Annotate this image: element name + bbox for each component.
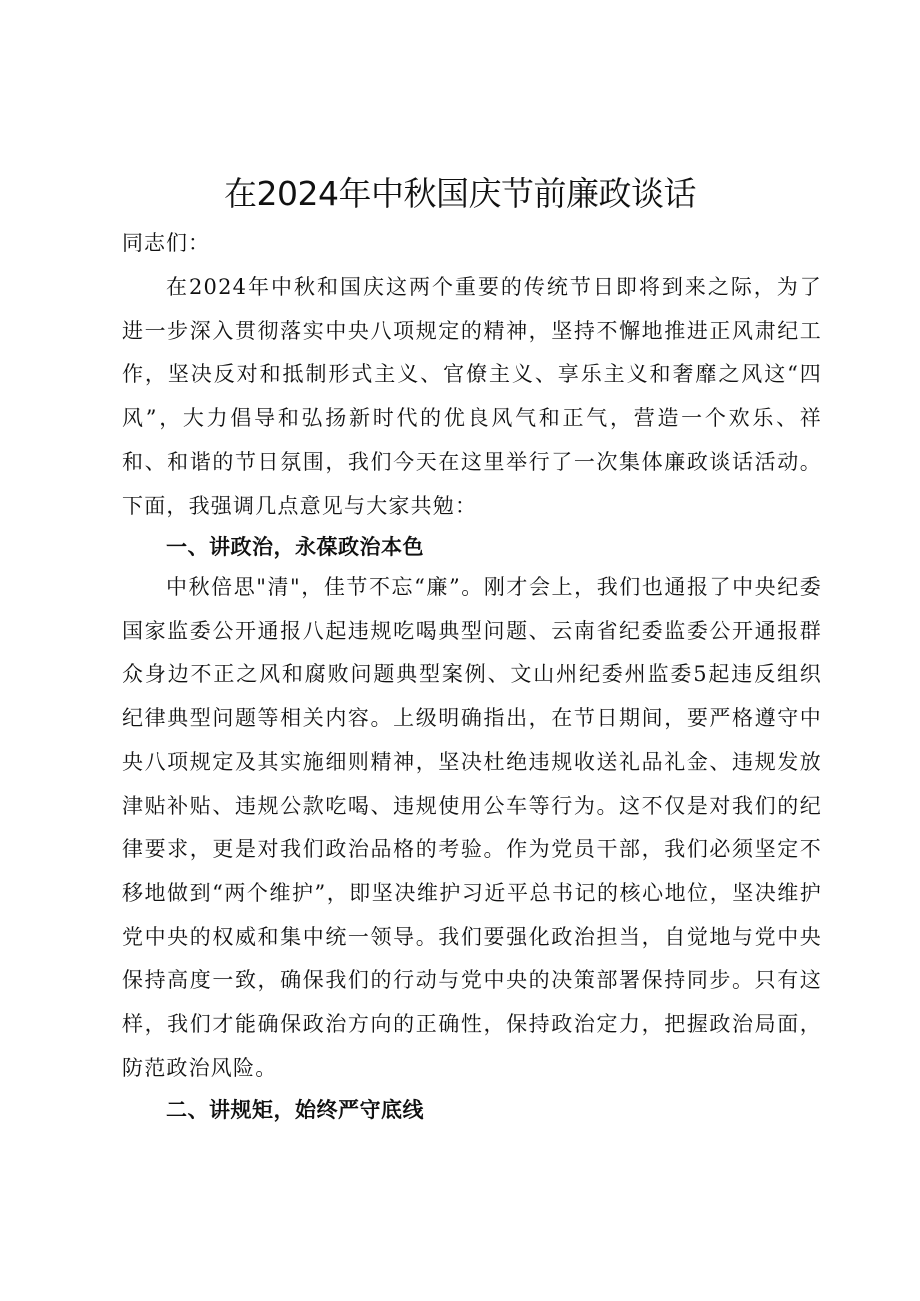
document-title: 在2024年中秋国庆节前廉政谈话 bbox=[224, 174, 696, 213]
salutation: 同志们： bbox=[122, 231, 210, 255]
section-heading-two: 二、讲规矩，始终严守底线 bbox=[166, 1098, 424, 1122]
section-heading-one: 一、讲政治，永葆政治本色 bbox=[166, 535, 424, 559]
paragraph-intro: 在2024年中秋和国庆这两个重要的传统节日即将到来之际，为了进一步深入贯彻落实中央八项规定的精神，坚持不懈地推进正风肃纪工作，坚决反对和抵制形式主义、官僚主义、享乐主义和奢靡之风这“四风”，大力倡导和弘扬新时代的优良风气和正气，营造一个欢乐、祥和、和谐的节日氛围，我们今天在这里举行了一次集体廉政谈话活动。下面，我强调几点意见与大家共勉： bbox=[122, 275, 822, 518]
paragraph-section-one: 中秋倍思"清"，佳节不忘“廉”。刚才会上，我们也通报了中央纪委国家监委公开通报八起违规吃喝典型问题、云南省纪委监委公开通报群众身边不正之风和腐败问题典型案例、文山州纪委州监委5起违反组织纪律典型问题等相关内容。上级明确指出，在节日期间，要严格遵守中央八项规定及其实施细则精神，坚决杜绝违规收送礼品礼金、违规发放津贴补贴、违规公款吃喝、违规使用公车等行为。这不仅是对我们的纪律要求，更是对我们政治品格的考验。作为党员干部，我们必须坚定不移地做到“两个维护”，即坚决维护习近平总书记的核心地位，坚决维护党中央的权威和集中统一领导。我们要强化政治担当，自觉地与党中央保持高度一致，确保我们的行动与党中央的决策部署保持同步。只有这样，我们才能确保政治方向的正确性，保持政治定力，把握政治局面，防范政治风险。 bbox=[122, 575, 822, 1080]
